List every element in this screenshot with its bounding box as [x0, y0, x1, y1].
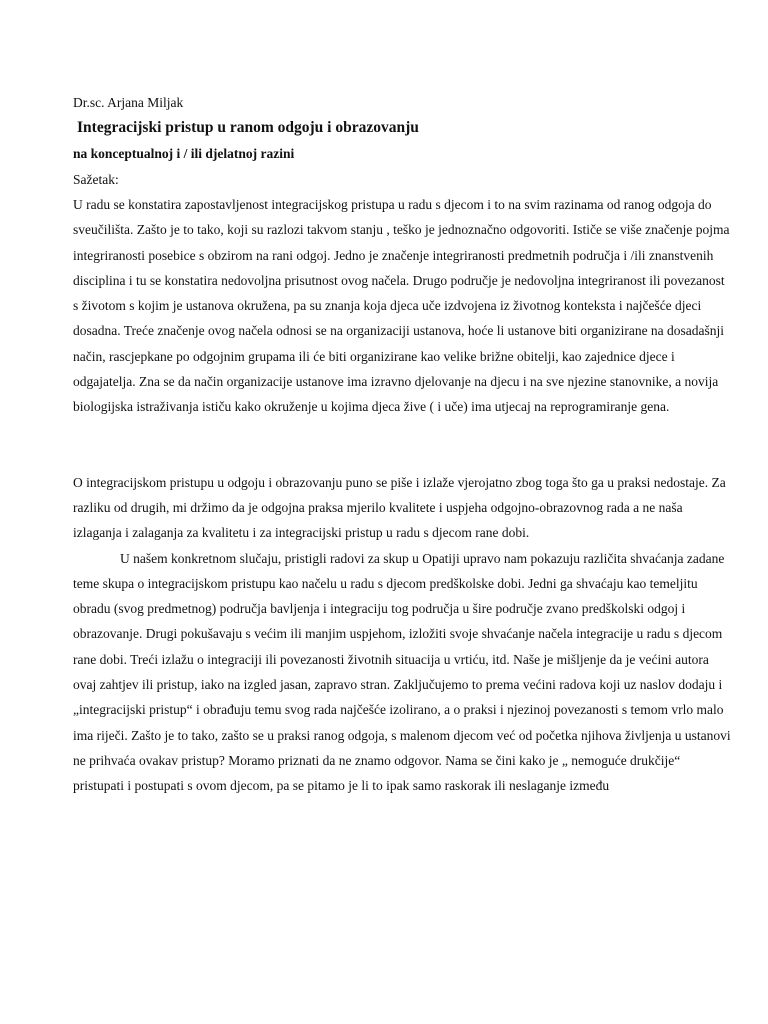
body-paragraph-1: O integracijskom pristupu u odgoju i obrazovanju puno se piše i izlaže vjerojatno zbog toga što ga u praksi nedostaje. Za razliku od drugih, mi držimo da je odgojna praksa mjerilo kvalitete i uspjeha odgojno-obrazovnog rada a ne naša izlaganja i zalaganja za kvalitetu i za integracijski pristup u radu s djecom rane dobi.: [73, 474, 726, 541]
section-spacer: [73, 420, 733, 470]
abstract-label: Sažetak:: [73, 172, 119, 187]
document-subtitle: na konceptualnoj i / ili djelatnoj razini: [73, 146, 295, 161]
abstract-paragraph: U radu se konstatira zapostavljenost integracijskog pristupa u radu s djecom i to na svim razinama od ranog odgoja do sveučilišta. Zašto je to tako, koji su razlozi takvom stanju , teško je jednoznačno odgovoriti. Ističe se više značenje pojma integriranosti posebice s obzirom na rani odgoj. Jedno je značenje integriranosti predmetnih područja i /ili znanstvenih disciplina i tu se konstatira nedovoljna prisutnost ovog načela. Drugo područje je nedovoljna integriranost ili povezanost s životom s kojim je ustanova okružena, pa su znanja koja djeca uče izdvojena iz životnog konteksta i najčešće djeci dosadna. Treće značenje ovog načela odnosi se na organizaciji ustanova, hoće li ustanove biti organizirane na dosadašnji način, rascjepkane po odgojnim grupama ili će biti organizirane kao velike brižne obitelji, kao zajednice djece i odgajatelja. Zna se da način organizacije ustanove ima izravno djelovanje na djecu i na sve njezine stanovnike, a novija biologijska istraživanja ističu kako okruženje u kojima djeca žive ( i uče) ima utjecaj na reprogramiranje gena.: [73, 197, 730, 415]
author-line: Dr.sc. Arjana Miljak: [73, 95, 184, 110]
document-title: Integracijski pristup u ranom odgoju i obrazovanju: [77, 119, 419, 136]
body-paragraph-2: U našem konkretnom slučaju, pristigli radovi za skup u Opatiji upravo nam pokazuju različita shvaćanja zadane teme skupa o integracijskom pristupu kao načelu u radu s djecom predškolske dobi. Jedni ga shvaćaju kao temeljitu obradu (svog predmetnog) područja bavljenja i integraciju tog područja u šire područje zvano predškolski odgoj i obrazovanje. Drugi pokušavaju s većim ili manjim uspjehom, izložiti svoje shvaćanje načela integracije u radu s djecom rane dobi. Treći izlažu o integraciji ili povezanosti životnih situacija u vrtiću, itd. Naše je mišljenje da je većini autora ovaj zahtjev ili pristup, iako na izgled jasan, zapravo stran. Zaključujemo to prema većini radova koji uz naslov dodaju i „integracijski pristup“ i obrađuju temu svog rada najčešće izolirano, a o praksi i njezinoj povezanosti s temom vrlo malo ima riječi. Zašto je to tako, zašto se u praksi ranog odgoja, s malenom djecom već od početka njihova življenja u ustanovi ne prihvaća ovakav pristup? Moramo priznati da ne znamo odgovor. Nama se čini kako je „ nemoguće drukčije“ pristupati i postupati s ovom djecom, pa se pitamo je li to ipak samo raskorak ili neslaganje između: [73, 550, 731, 794]
document-page: [73, 90, 733, 799]
